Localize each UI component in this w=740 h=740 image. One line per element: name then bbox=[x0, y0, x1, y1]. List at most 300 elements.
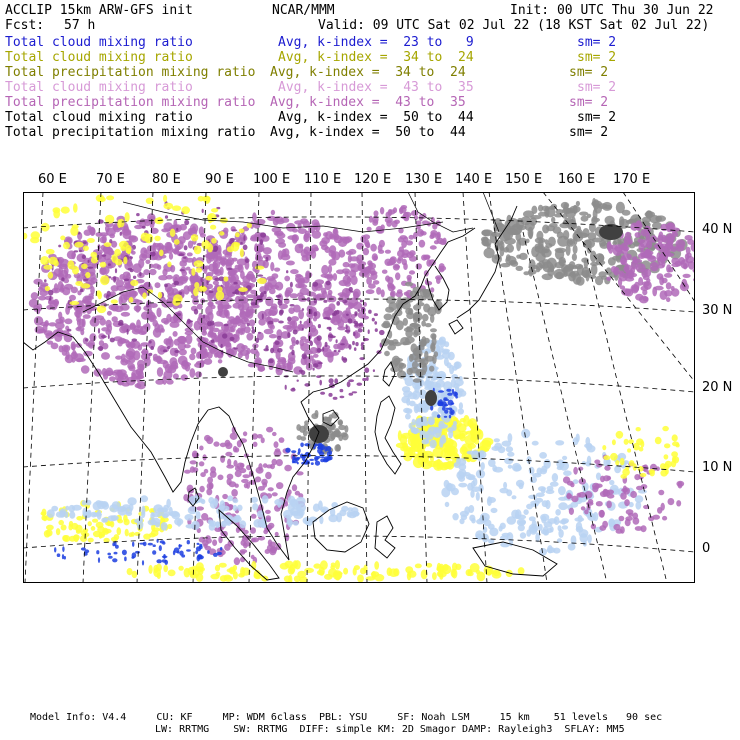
purple-cloud-cell bbox=[351, 275, 358, 285]
dark-purple-cloud-cell bbox=[213, 250, 218, 252]
yellow-cloud-cell bbox=[627, 448, 631, 452]
gray-cloud-cell bbox=[411, 343, 418, 352]
light-blue-cloud-cell bbox=[538, 486, 546, 491]
yellow-cloud-cell bbox=[438, 571, 443, 578]
gray-cloud-cell bbox=[608, 257, 616, 265]
gray-cloud-cell bbox=[576, 226, 581, 231]
light-blue-cloud-cell bbox=[449, 365, 454, 375]
field-avg: Avg, k-index = 50 to 44 bbox=[270, 125, 466, 140]
purple-cloud-cell bbox=[157, 265, 161, 270]
purple-cloud-cell bbox=[683, 274, 691, 278]
convective-core bbox=[218, 367, 228, 377]
purple-cloud-cell bbox=[29, 299, 38, 308]
yellow-cloud-cell bbox=[194, 246, 202, 255]
dark-purple-cloud-cell bbox=[132, 245, 136, 250]
dark-purple-cloud-cell bbox=[329, 378, 334, 383]
blue-cloud-cell bbox=[162, 542, 165, 545]
blue-cloud-cell bbox=[304, 443, 310, 446]
blue-cloud-cell bbox=[438, 390, 444, 393]
yellow-cloud-cell bbox=[193, 288, 199, 297]
purple-cloud-cell bbox=[295, 274, 302, 278]
light-blue-cloud-cell bbox=[82, 500, 87, 505]
blue-cloud-cell bbox=[442, 407, 446, 411]
gray-cloud-cell bbox=[568, 272, 576, 281]
dark-purple-cloud-cell bbox=[278, 321, 284, 324]
purple-cloud-cell bbox=[118, 369, 127, 376]
light-blue-cloud-cell bbox=[227, 495, 233, 501]
purple-cloud-cell bbox=[236, 329, 240, 338]
blue-cloud-cell bbox=[162, 559, 167, 562]
purple-cloud-cell bbox=[81, 365, 90, 374]
yellow-cloud-cell bbox=[194, 260, 204, 267]
field-avg: Avg, k-index = 34 to 24 bbox=[270, 65, 466, 80]
yellow-cloud-cell bbox=[620, 458, 625, 465]
purple-cloud-cell bbox=[279, 437, 285, 443]
yellow-cloud-cell bbox=[401, 433, 413, 439]
lon-label: 60 E bbox=[38, 172, 67, 187]
purple-cloud-cell bbox=[608, 244, 613, 253]
dark-purple-cloud-cell bbox=[101, 335, 107, 338]
dark-purple-cloud-cell bbox=[108, 334, 110, 339]
purple-cloud-cell bbox=[290, 269, 299, 274]
light-blue-cloud-cell bbox=[451, 379, 456, 388]
purple-cloud-cell bbox=[135, 305, 140, 313]
dark-purple-cloud-cell bbox=[268, 359, 273, 363]
yellow-cloud-cell bbox=[254, 572, 263, 579]
purple-cloud-cell bbox=[197, 304, 203, 310]
yellow-cloud-cell bbox=[357, 575, 364, 583]
light-blue-cloud-cell bbox=[458, 408, 464, 414]
purple-cloud-cell bbox=[632, 513, 638, 520]
dark-purple-cloud-cell bbox=[287, 317, 291, 322]
light-blue-cloud-cell bbox=[96, 500, 102, 505]
light-blue-cloud-cell bbox=[184, 514, 193, 521]
dark-purple-cloud-cell bbox=[329, 327, 332, 331]
purple-cloud-cell bbox=[660, 224, 668, 231]
purple-cloud-cell bbox=[143, 269, 150, 275]
gray-cloud-cell bbox=[573, 235, 577, 245]
gray-cloud-cell bbox=[516, 266, 524, 271]
purple-cloud-cell bbox=[297, 292, 304, 296]
yellow-cloud-cell bbox=[227, 568, 235, 572]
light-blue-cloud-cell bbox=[458, 483, 467, 488]
gray-cloud-cell bbox=[602, 202, 612, 211]
purple-cloud-cell bbox=[269, 334, 277, 338]
purple-cloud-cell bbox=[373, 280, 380, 285]
yellow-cloud-cell bbox=[205, 276, 212, 281]
yellow-cloud-cell bbox=[660, 463, 666, 469]
light-blue-cloud-cell bbox=[558, 525, 562, 531]
yellow-cloud-cell bbox=[624, 439, 629, 445]
light-blue-cloud-cell bbox=[512, 463, 521, 472]
purple-cloud-cell bbox=[662, 516, 667, 521]
gray-cloud-cell bbox=[634, 242, 640, 247]
purple-cloud-cell bbox=[635, 232, 641, 238]
purple-cloud-cell bbox=[398, 237, 404, 242]
purple-cloud-cell bbox=[613, 247, 622, 256]
dark-purple-cloud-cell bbox=[202, 209, 204, 213]
purple-cloud-cell bbox=[121, 229, 131, 236]
purple-cloud-cell bbox=[618, 278, 622, 287]
field-name: Total cloud mixing ratio bbox=[5, 110, 193, 125]
purple-cloud-cell bbox=[101, 352, 110, 360]
purple-cloud-cell bbox=[635, 294, 643, 301]
gray-cloud-cell bbox=[599, 240, 606, 246]
dark-purple-cloud-cell bbox=[102, 254, 107, 256]
purple-cloud-cell bbox=[65, 274, 72, 279]
purple-cloud-cell bbox=[263, 463, 268, 468]
purple-cloud-cell bbox=[155, 282, 161, 288]
gray-cloud-cell bbox=[499, 245, 504, 256]
purple-cloud-cell bbox=[140, 247, 147, 256]
purple-cloud-cell bbox=[370, 268, 376, 276]
gray-cloud-cell bbox=[422, 314, 429, 321]
lon-label: 160 E bbox=[558, 172, 596, 187]
light-blue-cloud-cell bbox=[528, 495, 537, 499]
light-blue-cloud-cell bbox=[558, 486, 566, 495]
purple-cloud-cell bbox=[366, 289, 375, 294]
lat-label: 30 N bbox=[702, 303, 733, 318]
dark-purple-cloud-cell bbox=[286, 270, 288, 273]
dark-purple-cloud-cell bbox=[318, 324, 321, 328]
purple-cloud-cell bbox=[376, 287, 381, 295]
dark-purple-cloud-cell bbox=[74, 250, 78, 252]
purple-cloud-cell bbox=[302, 255, 309, 262]
dark-purple-cloud-cell bbox=[347, 381, 351, 387]
purple-cloud-cell bbox=[402, 259, 407, 266]
yellow-cloud-cell bbox=[88, 538, 94, 543]
light-blue-cloud-cell bbox=[69, 505, 76, 512]
purple-cloud-cell bbox=[153, 354, 158, 360]
dark-purple-cloud-cell bbox=[355, 342, 358, 346]
dark-purple-cloud-cell bbox=[107, 291, 111, 297]
yellow-cloud-cell bbox=[117, 219, 121, 228]
purple-cloud-cell bbox=[51, 343, 59, 350]
purple-cloud-cell bbox=[31, 292, 39, 300]
yellow-cloud-cell bbox=[100, 262, 107, 268]
dark-purple-cloud-cell bbox=[362, 378, 366, 381]
dark-purple-cloud-cell bbox=[358, 328, 363, 332]
purple-cloud-cell bbox=[222, 305, 231, 310]
dark-purple-cloud-cell bbox=[357, 383, 363, 386]
purple-cloud-cell bbox=[115, 356, 122, 360]
purple-cloud-cell bbox=[668, 498, 675, 505]
gray-cloud-cell bbox=[569, 240, 574, 245]
dark-purple-cloud-cell bbox=[334, 310, 337, 316]
purple-cloud-cell bbox=[657, 273, 664, 280]
yellow-cloud-cell bbox=[76, 530, 81, 534]
purple-cloud-cell bbox=[657, 507, 662, 514]
forecast-map bbox=[23, 192, 695, 583]
purple-cloud-cell bbox=[276, 459, 283, 466]
yellow-cloud-cell bbox=[622, 468, 630, 475]
light-blue-cloud-cell bbox=[529, 526, 537, 535]
yellow-cloud-cell bbox=[61, 207, 70, 214]
purple-cloud-cell bbox=[119, 326, 127, 334]
purple-cloud-cell bbox=[385, 275, 390, 281]
purple-cloud-cell bbox=[87, 225, 91, 230]
gray-cloud-cell bbox=[384, 351, 390, 356]
light-blue-cloud-cell bbox=[529, 467, 535, 475]
dark-purple-cloud-cell bbox=[119, 320, 124, 326]
light-blue-cloud-cell bbox=[576, 522, 582, 531]
purple-cloud-cell bbox=[71, 344, 75, 351]
dark-purple-cloud-cell bbox=[300, 321, 302, 324]
purple-cloud-cell bbox=[82, 295, 91, 304]
light-blue-cloud-cell bbox=[440, 436, 447, 444]
light-blue-cloud-cell bbox=[556, 459, 564, 468]
purple-cloud-cell bbox=[194, 362, 204, 368]
purple-cloud-cell bbox=[644, 281, 652, 290]
light-blue-cloud-cell bbox=[233, 518, 239, 523]
dark-purple-cloud-cell bbox=[243, 245, 248, 251]
blue-cloud-cell bbox=[430, 405, 433, 410]
dark-purple-cloud-cell bbox=[173, 281, 179, 286]
purple-cloud-cell bbox=[377, 228, 385, 234]
light-blue-cloud-cell bbox=[547, 547, 556, 553]
purple-cloud-cell bbox=[246, 312, 251, 318]
yellow-cloud-cell bbox=[610, 453, 618, 461]
purple-cloud-cell bbox=[274, 268, 280, 272]
purple-cloud-cell bbox=[268, 487, 274, 491]
gray-cloud-cell bbox=[506, 244, 514, 253]
purple-cloud-cell bbox=[686, 247, 691, 255]
dark-purple-cloud-cell bbox=[322, 347, 324, 351]
dark-purple-cloud-cell bbox=[108, 263, 111, 266]
gray-cloud-cell bbox=[383, 321, 390, 329]
lon-label: 170 E bbox=[613, 172, 651, 187]
light-blue-cloud-cell bbox=[328, 514, 338, 522]
purple-cloud-cell bbox=[270, 547, 277, 554]
dark-purple-cloud-cell bbox=[296, 340, 299, 345]
purple-cloud-cell bbox=[125, 351, 134, 360]
light-blue-cloud-cell bbox=[520, 532, 526, 538]
purple-cloud-cell bbox=[258, 367, 266, 372]
yellow-cloud-cell bbox=[163, 565, 168, 572]
purple-cloud-cell bbox=[676, 500, 681, 506]
purple-cloud-cell bbox=[275, 532, 279, 536]
purple-cloud-cell bbox=[399, 246, 404, 252]
blue-cloud-cell bbox=[98, 557, 100, 563]
purple-cloud-cell bbox=[220, 443, 226, 448]
dark-purple-cloud-cell bbox=[243, 235, 245, 241]
field-avg: Avg, k-index = 43 to 35 bbox=[278, 80, 474, 95]
purple-cloud-cell bbox=[399, 206, 406, 213]
light-blue-cloud-cell bbox=[437, 346, 444, 350]
purple-cloud-cell bbox=[140, 342, 149, 347]
purple-cloud-cell bbox=[621, 255, 626, 265]
purple-cloud-cell bbox=[620, 526, 625, 533]
blue-cloud-cell bbox=[142, 560, 144, 565]
purple-cloud-cell bbox=[134, 325, 144, 333]
yellow-cloud-cell bbox=[331, 563, 336, 568]
purple-cloud-cell bbox=[265, 472, 272, 479]
light-blue-cloud-cell bbox=[122, 504, 130, 509]
yellow-cloud-cell bbox=[190, 574, 199, 579]
dark-purple-cloud-cell bbox=[290, 282, 293, 288]
dark-purple-cloud-cell bbox=[327, 317, 331, 320]
dark-purple-cloud-cell bbox=[44, 279, 47, 282]
purple-cloud-cell bbox=[150, 303, 158, 308]
purple-cloud-cell bbox=[249, 274, 255, 279]
light-blue-cloud-cell bbox=[428, 420, 434, 426]
yellow-cloud-cell bbox=[91, 257, 98, 264]
purple-cloud-cell bbox=[189, 368, 195, 378]
purple-cloud-cell bbox=[64, 284, 73, 290]
purple-cloud-cell bbox=[406, 240, 413, 245]
light-blue-cloud-cell bbox=[425, 380, 432, 386]
purple-cloud-cell bbox=[592, 483, 600, 490]
lon-label: 90 E bbox=[205, 172, 234, 187]
gray-cloud-cell bbox=[420, 358, 429, 365]
blue-cloud-cell bbox=[295, 458, 299, 461]
light-blue-cloud-cell bbox=[489, 528, 498, 537]
yellow-cloud-cell bbox=[430, 454, 434, 462]
dark-purple-cloud-cell bbox=[251, 329, 255, 334]
blue-cloud-cell bbox=[124, 557, 127, 562]
purple-cloud-cell bbox=[246, 482, 250, 489]
yellow-cloud-cell bbox=[158, 292, 162, 299]
purple-cloud-cell bbox=[211, 333, 217, 340]
light-blue-cloud-cell bbox=[586, 443, 593, 450]
gray-cloud-cell bbox=[591, 216, 598, 224]
purple-cloud-cell bbox=[246, 333, 253, 341]
yellow-cloud-cell bbox=[74, 242, 83, 248]
purple-cloud-cell bbox=[623, 265, 632, 274]
purple-cloud-cell bbox=[256, 467, 264, 474]
yellow-cloud-cell bbox=[235, 232, 240, 237]
light-blue-cloud-cell bbox=[127, 497, 136, 505]
blue-cloud-cell bbox=[139, 543, 144, 545]
dark-purple-cloud-cell bbox=[338, 350, 341, 352]
light-blue-cloud-cell bbox=[558, 502, 568, 510]
yellow-cloud-cell bbox=[255, 266, 265, 270]
dark-purple-cloud-cell bbox=[220, 344, 222, 348]
purple-cloud-cell bbox=[240, 557, 245, 563]
purple-cloud-cell bbox=[666, 282, 672, 289]
yellow-cloud-cell bbox=[439, 564, 444, 568]
purple-cloud-cell bbox=[381, 289, 385, 297]
field-avg: Avg, k-index = 43 to 35 bbox=[270, 95, 466, 110]
lat-label: 10 N bbox=[702, 460, 733, 475]
yellow-cloud-cell bbox=[154, 236, 160, 242]
dark-purple-cloud-cell bbox=[297, 380, 299, 382]
purple-cloud-cell bbox=[192, 453, 199, 458]
purple-cloud-cell bbox=[59, 264, 69, 270]
yellow-cloud-cell bbox=[73, 203, 78, 212]
yellow-cloud-cell bbox=[194, 282, 199, 289]
purple-cloud-cell bbox=[144, 357, 151, 367]
purple-cloud-cell bbox=[300, 218, 308, 224]
yellow-cloud-cell bbox=[41, 515, 46, 520]
purple-cloud-cell bbox=[225, 452, 232, 457]
purple-cloud-cell bbox=[230, 326, 235, 332]
gray-cloud-cell bbox=[548, 237, 556, 247]
purple-cloud-cell bbox=[109, 376, 116, 381]
light-blue-cloud-cell bbox=[555, 440, 564, 445]
purple-cloud-cell bbox=[250, 348, 258, 354]
purple-cloud-cell bbox=[265, 510, 271, 514]
blue-cloud-cell bbox=[314, 456, 318, 462]
blue-cloud-cell bbox=[135, 551, 140, 554]
light-blue-cloud-cell bbox=[537, 468, 543, 475]
purple-cloud-cell bbox=[394, 220, 400, 224]
gray-cloud-cell bbox=[510, 261, 518, 267]
purple-cloud-cell bbox=[263, 247, 272, 254]
dark-purple-cloud-cell bbox=[270, 348, 274, 354]
purple-cloud-cell bbox=[439, 263, 445, 270]
yellow-cloud-cell bbox=[639, 447, 644, 452]
dark-purple-cloud-cell bbox=[85, 338, 89, 341]
gray-cloud-cell bbox=[540, 264, 549, 268]
purple-cloud-cell bbox=[131, 370, 141, 380]
light-blue-cloud-cell bbox=[252, 503, 258, 510]
dark-purple-cloud-cell bbox=[317, 348, 322, 353]
dark-purple-cloud-cell bbox=[83, 241, 87, 244]
purple-cloud-cell bbox=[201, 513, 208, 521]
blue-cloud-cell bbox=[309, 459, 314, 461]
purple-cloud-cell bbox=[162, 376, 167, 385]
purple-cloud-cell bbox=[184, 470, 191, 474]
yellow-cloud-cell bbox=[649, 469, 655, 474]
yellow-cloud-cell bbox=[87, 238, 95, 243]
light-blue-cloud-cell bbox=[550, 482, 559, 487]
yellow-cloud-cell bbox=[92, 519, 98, 523]
purple-cloud-cell bbox=[174, 224, 182, 232]
purple-cloud-cell bbox=[144, 282, 152, 287]
purple-cloud-cell bbox=[596, 501, 603, 506]
blue-cloud-cell bbox=[115, 545, 119, 549]
yellow-cloud-cell bbox=[110, 521, 114, 528]
blue-cloud-cell bbox=[297, 462, 299, 465]
yellow-cloud-cell bbox=[211, 238, 217, 244]
yellow-cloud-cell bbox=[100, 275, 109, 285]
blue-cloud-cell bbox=[285, 448, 290, 453]
light-blue-cloud-cell bbox=[491, 508, 498, 513]
gray-cloud-cell bbox=[413, 378, 422, 382]
purple-cloud-cell bbox=[274, 441, 279, 448]
dark-purple-cloud-cell bbox=[350, 291, 353, 293]
light-blue-cloud-cell bbox=[318, 500, 323, 510]
light-blue-cloud-cell bbox=[414, 404, 419, 414]
purple-cloud-cell bbox=[430, 232, 436, 238]
gray-cloud-cell bbox=[585, 239, 595, 248]
blue-cloud-cell bbox=[451, 402, 455, 404]
purple-cloud-cell bbox=[271, 210, 275, 215]
purple-cloud-cell bbox=[284, 276, 290, 282]
purple-cloud-cell bbox=[606, 277, 611, 281]
light-blue-cloud-cell bbox=[471, 481, 475, 488]
light-blue-cloud-cell bbox=[453, 421, 457, 426]
yellow-cloud-cell bbox=[628, 439, 634, 444]
dark-purple-cloud-cell bbox=[366, 377, 369, 381]
gray-cloud-cell bbox=[425, 323, 432, 327]
purple-cloud-cell bbox=[607, 476, 612, 481]
light-blue-cloud-cell bbox=[162, 513, 168, 518]
purple-cloud-cell bbox=[625, 232, 631, 241]
purple-cloud-cell bbox=[658, 490, 664, 496]
purple-cloud-cell bbox=[307, 252, 312, 256]
dark-purple-cloud-cell bbox=[360, 300, 363, 303]
yellow-cloud-cell bbox=[178, 566, 183, 571]
purple-cloud-cell bbox=[80, 329, 84, 335]
yellow-cloud-cell bbox=[68, 524, 72, 530]
purple-cloud-cell bbox=[190, 466, 195, 473]
dark-purple-cloud-cell bbox=[364, 367, 369, 373]
purple-cloud-cell bbox=[83, 314, 91, 319]
blue-cloud-cell bbox=[107, 553, 111, 556]
yellow-cloud-cell bbox=[141, 233, 150, 242]
